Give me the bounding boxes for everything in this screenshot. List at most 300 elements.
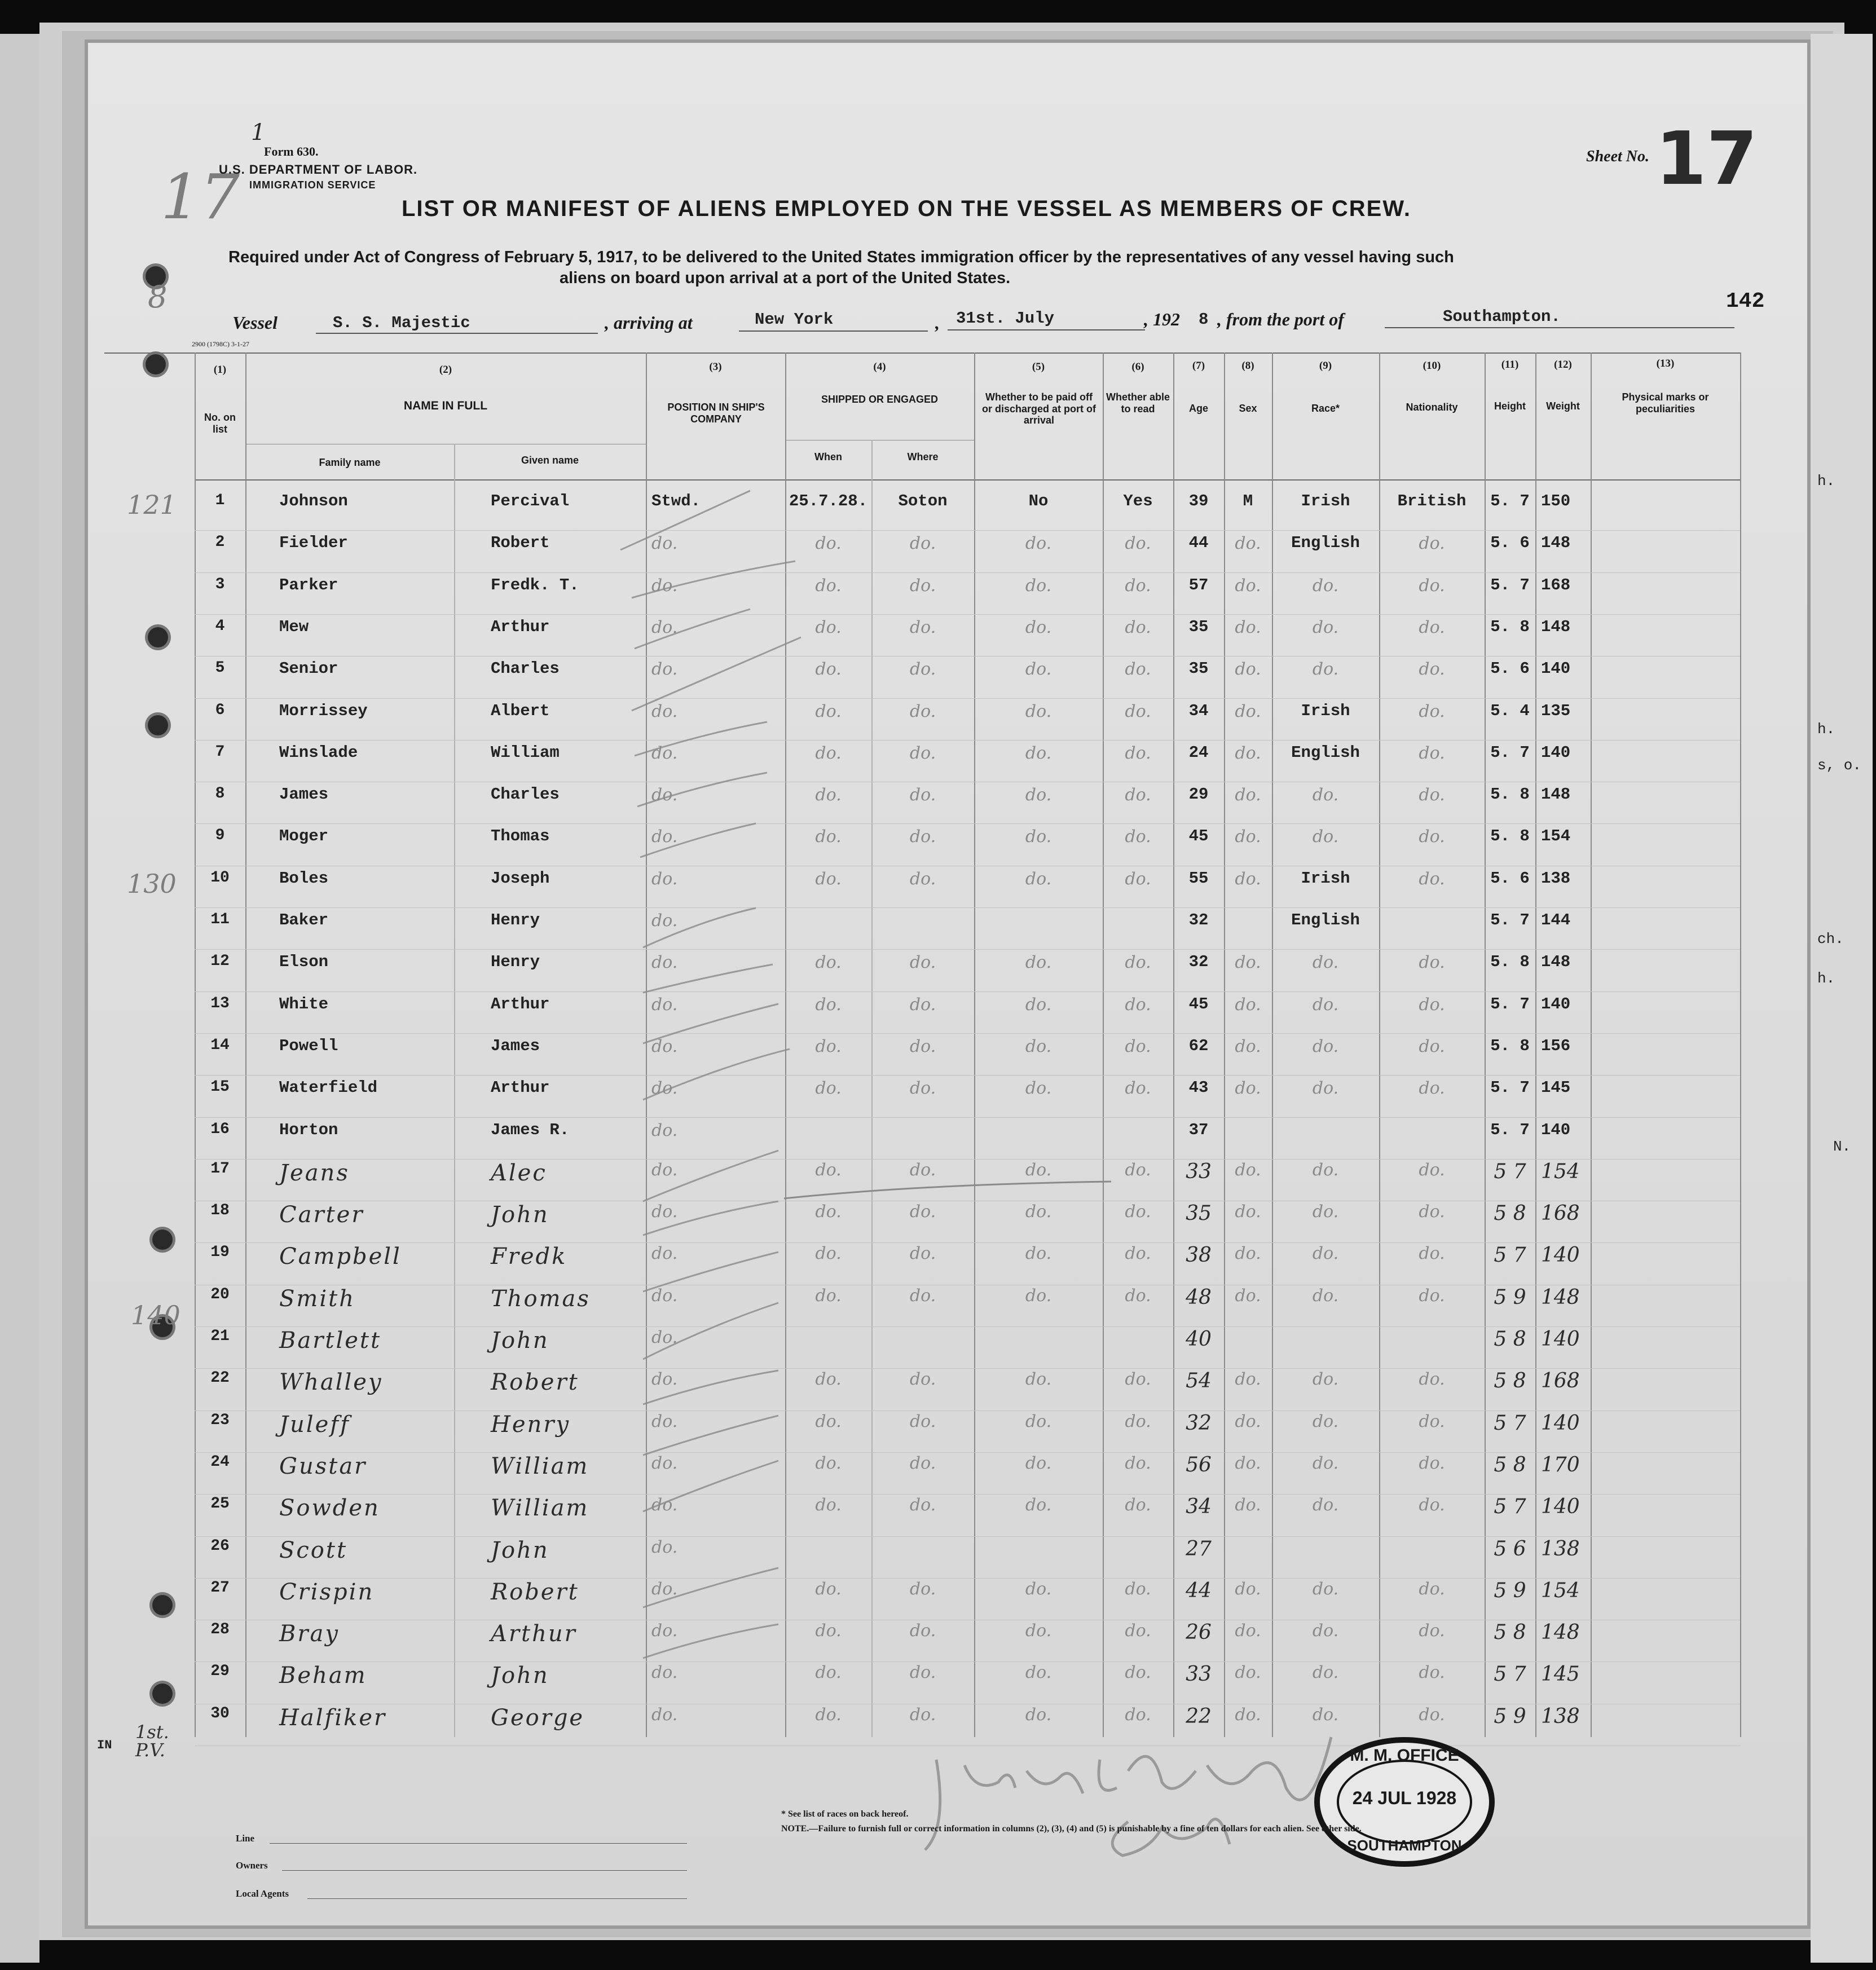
header-able-read: Whether able to read <box>1106 391 1170 415</box>
cell-family: Sowden <box>279 1495 380 1522</box>
cell-position: do. <box>651 1537 678 1557</box>
cell-age: 40 <box>1186 1328 1212 1351</box>
row-rule <box>195 1242 1740 1243</box>
cell-family: Beham <box>279 1663 367 1689</box>
cell-weight: 140 <box>1541 1495 1580 1519</box>
cell-race: Irish <box>1301 701 1350 720</box>
service-name: IMMIGRATION SERVICE <box>249 179 376 191</box>
cell-race: do. <box>1312 953 1339 973</box>
cell-nationality: do. <box>1419 1621 1445 1641</box>
cell-read: do. <box>1125 1078 1151 1099</box>
cell-nationality: do. <box>1419 743 1445 763</box>
page-reference: 142 <box>1726 289 1765 314</box>
cell-family: White <box>279 994 329 1013</box>
cell-race: Irish <box>1301 492 1350 510</box>
cell-paid: do. <box>1025 1202 1052 1222</box>
vessel-name: S. S. Majestic <box>333 314 470 332</box>
right-margin-fragment: h. <box>1817 721 1835 738</box>
cell-age: 29 <box>1188 785 1209 804</box>
cell-where: Soton <box>898 492 948 510</box>
cell-when: do. <box>815 1078 842 1099</box>
cell-read: do. <box>1125 534 1151 554</box>
cell-no: 27 <box>210 1579 230 1597</box>
cell-no: 15 <box>210 1078 230 1096</box>
cell-read: do. <box>1125 994 1151 1015</box>
cell-no: 26 <box>210 1537 230 1555</box>
cell-sex: do. <box>1235 617 1261 637</box>
cell-nationality: do. <box>1419 1663 1445 1683</box>
cell-read: do. <box>1125 1453 1151 1473</box>
cell-age: 57 <box>1188 575 1209 594</box>
cell-race: do. <box>1312 1663 1339 1683</box>
cell-age: 34 <box>1186 1495 1212 1519</box>
cell-given: Charles <box>491 785 560 804</box>
cell-position: do. <box>651 994 678 1015</box>
cell-when: do. <box>815 1453 842 1473</box>
pencil-signature <box>914 1715 1342 1861</box>
stamp-location: SOUTHAMPTON <box>1347 1837 1462 1854</box>
cell-sex: do. <box>1235 659 1261 680</box>
cell-given: John <box>491 1328 549 1354</box>
cell-family: Carter <box>279 1202 364 1228</box>
cell-where: do. <box>909 1285 936 1306</box>
cell-height: 5. 7 <box>1490 994 1530 1013</box>
cell-weight: 148 <box>1541 534 1571 553</box>
cell-when: do. <box>815 534 842 554</box>
cell-paid: do. <box>1025 953 1052 973</box>
cell-age: 32 <box>1188 953 1209 972</box>
cell-weight: 148 <box>1541 1285 1580 1309</box>
cell-race: do. <box>1312 1411 1339 1431</box>
cell-paid: do. <box>1025 1160 1052 1180</box>
cell-family: Fielder <box>279 534 348 553</box>
cell-given: James <box>491 1036 540 1055</box>
cell-given: Thomas <box>491 827 550 846</box>
cell-weight: 140 <box>1541 1328 1580 1351</box>
stamp-office: M. M. OFFICE <box>1350 1746 1459 1765</box>
local-agents-label: Local Agents <box>236 1888 289 1899</box>
cell-sex: do. <box>1235 743 1261 763</box>
cell-family: Winslade <box>279 743 358 762</box>
cell-nationality: do. <box>1419 869 1445 889</box>
cell-when: do. <box>815 1411 842 1431</box>
cell-nationality: do. <box>1419 1160 1445 1180</box>
cell-paid: do. <box>1025 617 1052 637</box>
cell-height: 5. 8 <box>1490 617 1530 636</box>
margin-mark-top: 17 <box>161 161 240 233</box>
cell-read: do. <box>1125 743 1151 763</box>
department-name: U.S. DEPARTMENT OF LABOR. <box>219 162 418 177</box>
cell-sex: do. <box>1235 1244 1261 1264</box>
cell-age: 37 <box>1188 1120 1209 1139</box>
sheet-label: Sheet No. <box>1586 148 1649 165</box>
cell-no: 30 <box>210 1704 230 1722</box>
cell-position: do. <box>651 701 678 721</box>
cell-sex: do. <box>1235 1704 1261 1725</box>
cell-position: do. <box>651 911 678 931</box>
cell-height: 5 8 <box>1494 1202 1526 1226</box>
cell-weight: 140 <box>1541 743 1571 762</box>
cell-age: 35 <box>1188 659 1209 678</box>
arrival-port-underline <box>739 330 928 332</box>
cell-no: 28 <box>210 1621 230 1639</box>
cell-weight: 135 <box>1541 701 1571 720</box>
cell-position: do. <box>651 534 678 554</box>
cell-family: Gustar <box>279 1453 367 1479</box>
binder-hole <box>152 1595 173 1615</box>
cell-age: 22 <box>1186 1704 1212 1728</box>
corner-mark: 1 <box>251 120 266 146</box>
cell-read: do. <box>1125 785 1151 805</box>
cell-race: do. <box>1312 1160 1339 1180</box>
table-top-rule <box>104 352 1740 354</box>
cell-sex: do. <box>1235 1453 1261 1473</box>
cell-sex: do. <box>1235 1579 1261 1599</box>
row-rule <box>195 907 1740 908</box>
cell-sex: do. <box>1235 994 1261 1015</box>
cell-paid: do. <box>1025 1411 1052 1431</box>
cell-family: Boles <box>279 869 329 888</box>
right-margin-fragment: h. <box>1817 473 1835 490</box>
cell-family: Parker <box>279 575 338 594</box>
cell-no: 19 <box>210 1244 230 1262</box>
cell-height: 5 7 <box>1494 1495 1526 1519</box>
cell-position: do. <box>651 1244 678 1264</box>
arrival-port: New York <box>755 310 834 329</box>
cell-no: 25 <box>210 1495 230 1513</box>
cell-position: do. <box>651 1621 678 1641</box>
cell-weight: 145 <box>1541 1078 1571 1098</box>
margin-mark-left: 8 <box>148 279 168 315</box>
cell-race: do. <box>1312 1078 1339 1099</box>
cell-family: Campbell <box>279 1244 402 1270</box>
col-divider <box>1591 352 1592 1737</box>
row-rule <box>195 1368 1740 1369</box>
cell-when: do. <box>815 1369 842 1390</box>
cell-when: do. <box>815 617 842 637</box>
cell-given: Henry <box>491 1411 571 1438</box>
header-age: Age <box>1188 403 1208 414</box>
line-label: Line <box>236 1833 255 1844</box>
col-num-5: (5) <box>1032 361 1045 373</box>
adjacent-page-right <box>1811 34 1873 1963</box>
cell-weight: 140 <box>1541 1411 1580 1435</box>
right-margin-fragment: N. <box>1833 1138 1851 1155</box>
row-rule <box>195 1159 1740 1160</box>
cell-family: Powell <box>279 1036 338 1055</box>
adjacent-page-left <box>0 34 39 1963</box>
cell-given: Arthur <box>491 994 550 1013</box>
cell-age: 56 <box>1186 1453 1212 1477</box>
cell-height: 5. 7 <box>1490 743 1530 762</box>
header-when: When <box>814 451 842 462</box>
cell-height: 5. 7 <box>1490 1120 1530 1139</box>
cell-position: do. <box>651 1202 678 1222</box>
right-margin-fragment: ch. <box>1817 931 1844 947</box>
cell-race: do. <box>1312 1704 1339 1725</box>
cell-age: 27 <box>1186 1537 1212 1561</box>
cell-race: do. <box>1312 1036 1339 1056</box>
cell-given: George <box>491 1704 585 1731</box>
cell-where: do. <box>909 785 936 805</box>
cell-where: do. <box>909 659 936 680</box>
row-rule <box>195 823 1740 824</box>
cell-age: 43 <box>1188 1078 1209 1098</box>
cell-no: 6 <box>215 701 225 719</box>
row-rule <box>195 1536 1740 1537</box>
cell-where: do. <box>909 575 936 596</box>
binder-hole <box>146 354 166 374</box>
col-num-4: (4) <box>873 361 886 373</box>
cell-family: Jeans <box>279 1160 350 1186</box>
cell-read: do. <box>1125 1285 1151 1306</box>
row-rule <box>195 1578 1740 1579</box>
cell-age: 38 <box>1186 1244 1212 1267</box>
row-rule <box>195 1326 1740 1327</box>
cell-where: do. <box>909 1621 936 1641</box>
cell-read: do. <box>1125 1160 1151 1180</box>
col-num-13: (13) <box>1656 358 1675 369</box>
row-rule <box>195 740 1740 741</box>
cell-paid: do. <box>1025 1285 1052 1306</box>
cell-where: do. <box>909 617 936 637</box>
cell-no: 5 <box>215 659 225 677</box>
cell-sex: do. <box>1235 1160 1261 1180</box>
office-stamp <box>1314 1737 1495 1867</box>
cell-family: Elson <box>279 953 329 972</box>
cell-paid: do. <box>1025 827 1052 847</box>
cell-paid: do. <box>1025 1704 1052 1725</box>
cell-position: do. <box>651 1036 678 1056</box>
cell-sex: do. <box>1235 1078 1261 1099</box>
row-rule <box>195 1033 1740 1034</box>
cell-where: do. <box>909 534 936 554</box>
cell-family: Moger <box>279 827 329 846</box>
cell-position: do. <box>651 785 678 805</box>
from-label: , from the port of <box>1217 309 1344 329</box>
cell-position: do. <box>651 1160 678 1180</box>
cell-paid: do. <box>1025 701 1052 721</box>
cell-when: do. <box>815 575 842 596</box>
cell-nationality: do. <box>1419 1411 1445 1431</box>
cell-paid: do. <box>1025 1369 1052 1390</box>
col-num-1: (1) <box>213 364 227 376</box>
cell-nationality: do. <box>1419 1036 1445 1056</box>
cell-weight: 154 <box>1541 827 1571 846</box>
date-underline <box>948 329 1145 330</box>
cell-no: 18 <box>210 1202 230 1220</box>
right-margin-fragment: s, o. <box>1817 757 1862 774</box>
subtitle-line-2: aliens on board upon arrival at a port of the United States. <box>560 269 1011 287</box>
vessel-underline <box>316 333 598 334</box>
cell-nationality: do. <box>1419 1453 1445 1473</box>
cell-read: do. <box>1125 1621 1151 1641</box>
cell-age: 55 <box>1188 869 1209 888</box>
cell-height: 5. 8 <box>1490 1036 1530 1055</box>
cell-no: 4 <box>215 617 225 635</box>
header-physical-marks: Physical marks or peculiarities <box>1622 391 1709 415</box>
col-num-7: (7) <box>1192 360 1205 372</box>
cell-height: 5 7 <box>1494 1244 1526 1267</box>
cell-when: do. <box>815 743 842 763</box>
cell-height: 5 9 <box>1494 1579 1526 1602</box>
cell-when: do. <box>815 953 842 973</box>
cell-weight: 148 <box>1541 617 1571 636</box>
cell-height: 5 9 <box>1494 1704 1526 1728</box>
cell-when: do. <box>815 827 842 847</box>
cell-race: do. <box>1312 617 1339 637</box>
cell-age: 39 <box>1188 492 1209 510</box>
cell-position: do. <box>651 1453 678 1473</box>
cell-nationality: do. <box>1419 994 1445 1015</box>
cell-paid: do. <box>1025 1495 1052 1515</box>
cell-no: 1 <box>215 492 225 509</box>
cell-sex: do. <box>1235 953 1261 973</box>
col-divider <box>1740 352 1741 1737</box>
cell-nationality: do. <box>1419 785 1445 805</box>
cell-nationality: do. <box>1419 1495 1445 1515</box>
cell-height: 5. 7 <box>1490 492 1530 510</box>
cell-sex: do. <box>1235 1036 1261 1056</box>
pencil-strike-line <box>778 1173 1117 1207</box>
row-rule <box>195 1075 1740 1076</box>
cell-age: 45 <box>1188 994 1209 1013</box>
row-rule <box>195 1494 1740 1495</box>
local-agents-field <box>307 1898 687 1899</box>
cell-paid: do. <box>1025 659 1052 680</box>
cell-nationality: do. <box>1419 1579 1445 1599</box>
cell-paid: No <box>1028 492 1049 510</box>
cell-paid: do. <box>1025 1663 1052 1683</box>
cell-height: 5. 4 <box>1490 701 1530 720</box>
cell-age: 33 <box>1186 1160 1212 1183</box>
header-race: Race* <box>1311 403 1340 414</box>
cell-height: 5. 6 <box>1490 534 1530 553</box>
cell-where: do. <box>909 1663 936 1683</box>
cell-where: do. <box>909 1036 936 1056</box>
cell-family: Bray <box>279 1621 340 1647</box>
cell-age: 33 <box>1186 1663 1212 1686</box>
cell-read: do. <box>1125 1244 1151 1264</box>
cell-height: 5 8 <box>1494 1621 1526 1645</box>
cell-weight: 145 <box>1541 1663 1580 1686</box>
penalty-note: NOTE.—Failure to furnish full or correct information in columns (2), (3), (4) and (5) is punishable by a fine of ten dollars for each alien. See other side. <box>781 1824 1362 1834</box>
cell-height: 5 6 <box>1494 1537 1526 1561</box>
cell-age: 24 <box>1188 743 1209 762</box>
cell-given: Arthur <box>491 1621 577 1647</box>
header-no-on-list: No. on list <box>204 412 236 435</box>
vessel-label: Vessel <box>232 312 278 333</box>
cell-when: do. <box>815 1663 842 1683</box>
cell-read: do. <box>1125 575 1151 596</box>
cell-height: 5 7 <box>1494 1411 1526 1435</box>
cell-given: Henry <box>491 953 540 972</box>
cell-age: 62 <box>1188 1036 1209 1055</box>
date-separator: , <box>935 312 940 333</box>
cell-family: Senior <box>279 659 338 678</box>
cell-read: do. <box>1125 617 1151 637</box>
cell-race: do. <box>1312 1369 1339 1390</box>
header-nationality: Nationality <box>1406 402 1458 413</box>
cell-where: do. <box>909 953 936 973</box>
row-rule <box>195 1452 1740 1453</box>
cell-nationality: do. <box>1419 1285 1445 1306</box>
cell-position: do. <box>651 1579 678 1599</box>
cell-given: Henry <box>491 911 540 929</box>
row-rule <box>195 949 1740 950</box>
cell-no: 3 <box>215 575 225 593</box>
cell-no: 13 <box>210 994 230 1012</box>
cell-family: Baker <box>279 911 329 929</box>
cell-sex: do. <box>1235 827 1261 847</box>
cell-no: 21 <box>210 1328 230 1345</box>
cell-position: do. <box>651 1328 678 1347</box>
binder-hole <box>152 1229 173 1250</box>
form-number: Form 630. <box>264 144 319 158</box>
cell-weight: 156 <box>1541 1036 1571 1055</box>
cell-height: 5. 7 <box>1490 1078 1530 1098</box>
cell-weight: 140 <box>1541 1244 1580 1267</box>
cell-age: 35 <box>1188 617 1209 636</box>
cell-weight: 148 <box>1541 785 1571 804</box>
col-num-6: (6) <box>1131 361 1144 373</box>
cell-sex: do. <box>1235 534 1261 554</box>
cell-nationality: do. <box>1419 659 1445 680</box>
cell-where: do. <box>909 1369 936 1390</box>
cell-age: 44 <box>1186 1579 1212 1602</box>
cell-given: Joseph <box>491 869 550 888</box>
cell-position: do. <box>651 869 678 889</box>
cell-nationality: do. <box>1419 827 1445 847</box>
cell-race: do. <box>1312 1453 1339 1473</box>
cell-no: 16 <box>210 1120 230 1138</box>
col-divider <box>454 444 455 1737</box>
cell-race: do. <box>1312 575 1339 596</box>
cell-weight: 148 <box>1541 1621 1580 1645</box>
row-rule <box>195 614 1740 615</box>
cell-given: William <box>491 1495 589 1522</box>
cell-paid: do. <box>1025 785 1052 805</box>
cell-nationality: do. <box>1419 701 1445 721</box>
cell-nationality: do. <box>1419 617 1445 637</box>
cell-weight: 144 <box>1541 911 1571 929</box>
cell-weight: 140 <box>1541 659 1571 678</box>
cell-height: 5 8 <box>1494 1369 1526 1393</box>
cell-race: do. <box>1312 785 1339 805</box>
header-where: Where <box>907 451 939 462</box>
cell-position: do. <box>651 1285 678 1306</box>
cell-given: James R. <box>491 1120 570 1139</box>
row-rule <box>195 572 1740 573</box>
cell-given: Robert <box>491 534 550 553</box>
cell-where: do. <box>909 1453 936 1473</box>
cell-given: Alec <box>491 1160 547 1186</box>
cell-sex: do. <box>1235 785 1261 805</box>
cell-paid: do. <box>1025 994 1052 1015</box>
cell-paid: do. <box>1025 869 1052 889</box>
cell-given: Percival <box>491 492 570 510</box>
header-family-name: Family name <box>319 457 381 468</box>
cell-sex: do. <box>1235 869 1261 889</box>
cell-given: William <box>491 743 560 762</box>
cell-weight: 168 <box>1541 1202 1580 1226</box>
cell-position: Stwd. <box>651 492 701 510</box>
cell-no: 20 <box>210 1285 230 1303</box>
cell-where: do. <box>909 1579 936 1599</box>
cell-where: do. <box>909 1202 936 1222</box>
header-bottom-rule <box>195 479 1740 481</box>
cell-sex: do. <box>1235 1369 1261 1390</box>
